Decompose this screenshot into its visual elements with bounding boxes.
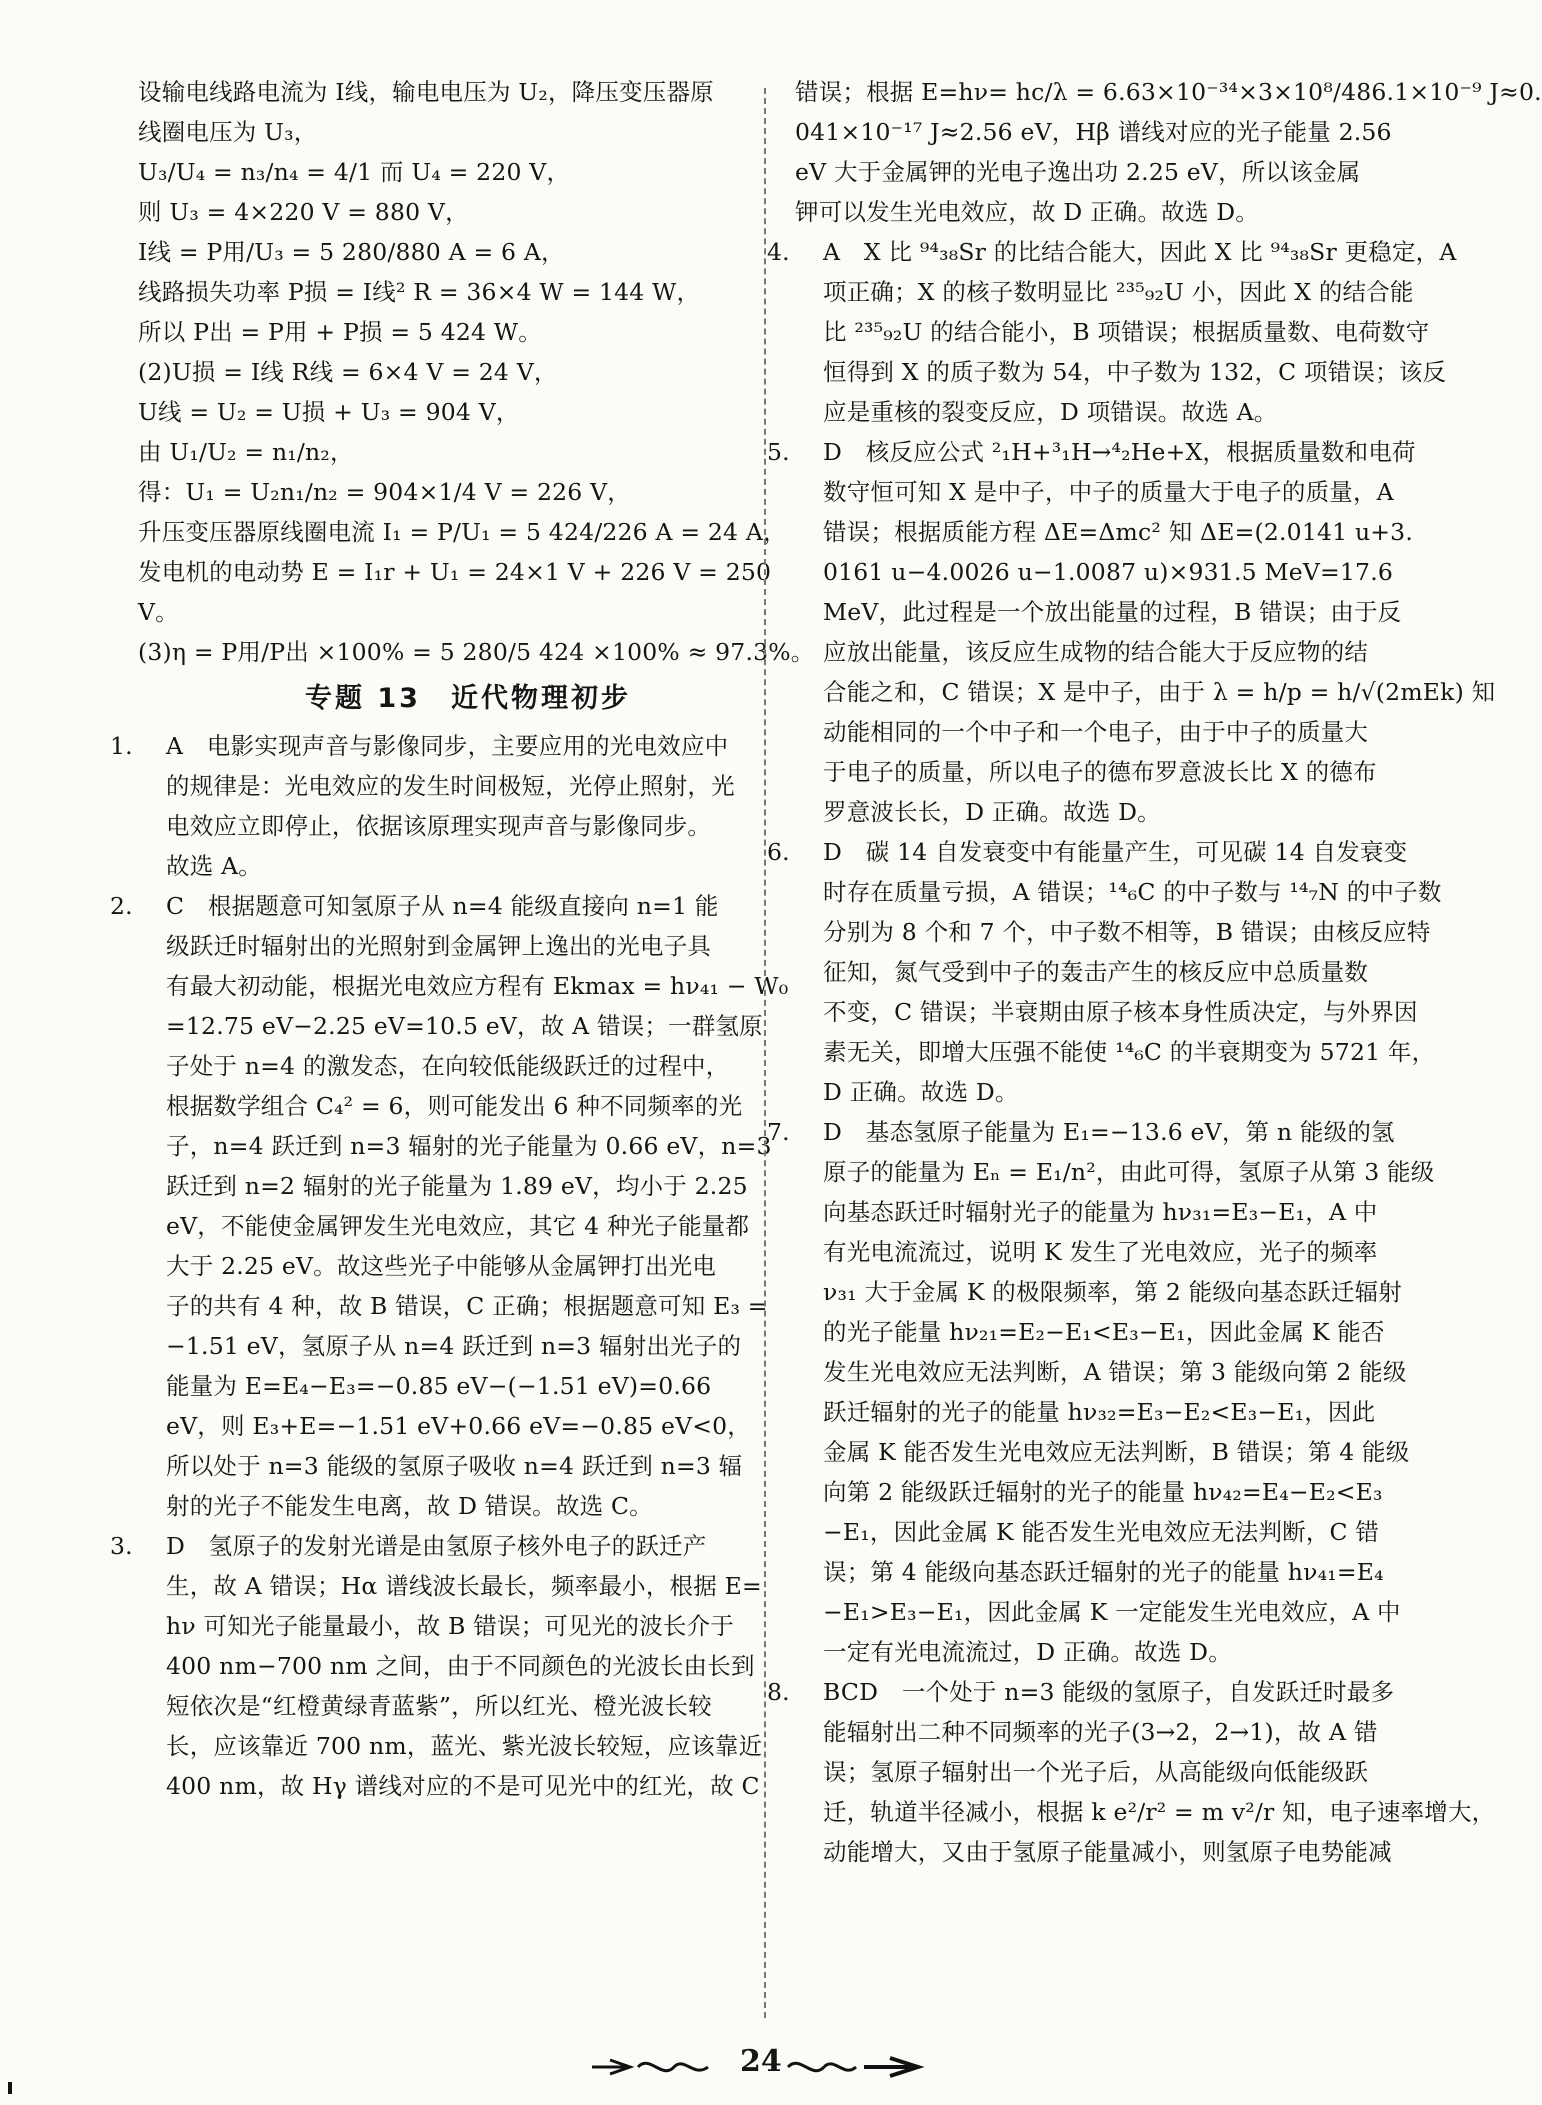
text-line: 有最大初动能，根据光电效应方程有 Ekmax = hν₄₁ − W₀ — [166, 972, 789, 1000]
text-line: hν 可知光子能量最小，故 B 错误；可见光的波长介于 — [166, 1612, 734, 1640]
text-line: 得：U₁ = U₂n₁/n₂ = 904×1/4 V = 226 V， — [138, 478, 631, 506]
text-line: 跃迁到 n=2 辐射的光子能量为 1.89 eV，均小于 2.25 — [166, 1172, 748, 1200]
text-line: 子，n=4 跃迁到 n=3 辐射的光子能量为 0.66 eV，n=3 — [166, 1132, 772, 1160]
text-line: D 正确。故选 D。 — [823, 1078, 1019, 1106]
text-line: 子处于 n=4 的激发态，在向较低能级跃迁的过程中， — [166, 1052, 730, 1080]
text-line: A 电影实现声音与影像同步，主要应用的光电效应中 — [166, 732, 729, 760]
text-line: D 氢原子的发射光谱是由氢原子核外电子的跃迁产 — [166, 1532, 707, 1560]
text-line: 线圈电压为 U₃， — [138, 118, 318, 146]
text-line: 于电子的质量，所以电子的德布罗意波长比 X 的德布 — [823, 758, 1377, 786]
text-line: 征知，氮气受到中子的轰击产生的核反应中总质量数 — [823, 958, 1369, 986]
item-number: 1. — [110, 732, 133, 760]
text-line: 线路损失功率 P损 = I线² R = 36×4 W = 144 W， — [138, 278, 701, 306]
column-divider — [764, 88, 766, 2018]
right-lines — [795, 72, 1542, 232]
text-line: 升压变压器原线圈电流 I₁ = P/U₁ = 5 424/226 A = 24 A， — [138, 518, 787, 546]
text-line: 项正确；X 的核子数明显比 ²³⁵₉₂U 小，因此 X 的结合能 — [823, 278, 1414, 306]
text-line: 误；第 4 能级向基态跃迁辐射的光子的能量 hν₄₁=E₄ — [823, 1558, 1384, 1586]
text-line: 错误；根据 E=hν= hc/λ = 6.63×10⁻³⁴×3×10⁸/486.1×10⁻⁹ J≈0. — [795, 78, 1542, 106]
text-line: V。 — [138, 598, 179, 626]
text-line: 长，应该靠近 700 nm，蓝光、紫光波长较短，应该靠近 — [166, 1732, 763, 1760]
item-number: 7. — [767, 1118, 790, 1146]
item-number: 5. — [767, 438, 790, 466]
answer-item — [110, 886, 789, 1526]
answer-item — [767, 232, 1457, 432]
text-line: 向基态跃迁时辐射光子的能量为 hν₃₁=E₃−E₁，A 中 — [823, 1198, 1378, 1226]
text-line: 动能相同的一个中子和一个电子，由于中子的质量大 — [823, 718, 1369, 746]
text-line: −E₁，因此金属 K 能否发生光电效应无法判断，C 错 — [823, 1518, 1380, 1546]
text-line: 向第 2 能级跃迁辐射的光子的能量 hν₄₂=E₄−E₂<E₃ — [823, 1478, 1383, 1506]
text-line: 能辐射出二种不同频率的光子(3→2，2→1)，故 A 错 — [823, 1718, 1378, 1746]
text-line: 合能之和，C 错误；X 是中子，由于 λ = h/p = h/√(2mEk) 知 — [823, 678, 1496, 706]
text-line: 由 U₁/U₂ = n₁/n₂， — [138, 438, 354, 466]
text-line: 钾可以发生光电效应，故 D 正确。故选 D。 — [795, 198, 1259, 226]
answer-item — [767, 832, 1442, 1112]
text-line: 有光电流流过，说明 K 发生了光电效应，光子的频率 — [823, 1238, 1378, 1266]
text-line: 子的共有 4 种，故 B 错误，C 正确；根据题意可知 E₃ = — [166, 1292, 768, 1320]
text-line: 发生光电效应无法判断，A 错误；第 3 能级向第 2 能级 — [823, 1358, 1407, 1386]
text-line: 生，故 A 错误；Hα 谱线波长最长，频率最小，根据 E= — [166, 1572, 762, 1600]
text-line: 能量为 E=E₄−E₃=−0.85 eV−(−1.51 eV)=0.66 — [166, 1372, 712, 1400]
text-line: BCD 一个处于 n=3 能级的氢原子，自发跃迁时最多 — [823, 1678, 1395, 1706]
item-number: 4. — [767, 238, 790, 266]
text-line: U线 = U₂ = U损 + U₃ = 904 V， — [138, 398, 520, 426]
text-line: 比 ²³⁵₉₂U 的结合能小，B 项错误；根据质量数、电荷数守 — [823, 318, 1430, 346]
left-lines — [138, 72, 815, 672]
left-items — [110, 726, 789, 1806]
text-line: 射的光子不能发生电离，故 D 错误。故选 C。 — [166, 1492, 653, 1520]
text-line: 原子的能量为 Eₙ = E₁/n²，由此可得，氢原子从第 3 能级 — [823, 1158, 1435, 1186]
text-line: 素无关，即增大压强不能使 ¹⁴₆C 的半衰期变为 5721 年， — [823, 1038, 1436, 1066]
section-title: 专题 13 近代物理初步 — [305, 683, 631, 714]
text-line: U₃/U₄ = n₃/n₄ = 4/1 而 U₄ = 220 V， — [138, 158, 571, 186]
text-line: 分别为 8 个和 7 个，中子数不相等，B 错误；由核反应特 — [823, 918, 1431, 946]
answer-item — [767, 432, 1496, 832]
text-line: 迁，轨道半径减小，根据 k e²/r² = m v²/r 知，电子速率增大， — [823, 1798, 1496, 1826]
text-line: eV，不能使金属钾发生光电效应，其它 4 种光子能量都 — [166, 1212, 750, 1240]
right-column — [767, 72, 1542, 1872]
text-line: 400 nm−700 nm 之间，由于不同颜色的光波长由长到 — [166, 1652, 755, 1680]
text-line: 跃迁辐射的光子的能量 hν₃₂=E₃−E₂<E₃−E₁，因此 — [823, 1398, 1376, 1426]
text-line: 时存在质量亏损，A 错误；¹⁴₆C 的中子数与 ¹⁴₇N 的中子数 — [823, 878, 1442, 906]
text-line: D 基态氢原子能量为 E₁=−13.6 eV，第 n 能级的氢 — [823, 1118, 1395, 1146]
item-number: 2. — [110, 892, 133, 920]
text-line: 应是重核的裂变反应，D 项错误。故选 A。 — [823, 398, 1278, 426]
text-line: (2)U损 = I线 R线 = 6×4 V = 24 V， — [138, 358, 558, 386]
text-line: ν₃₁ 大于金属 K 的极限频率，第 2 能级向基态跃迁辐射 — [823, 1278, 1402, 1306]
text-line: 恒得到 X 的质子数为 54，中子数为 132，C 项错误；该反 — [823, 358, 1447, 386]
text-line: 错误；根据质能方程 ΔE=Δmc² 知 ΔE=(2.0141 u+3. — [823, 518, 1413, 546]
text-line: 所以处于 n=3 能级的氢原子吸收 n=4 跃迁到 n=3 辐 — [166, 1452, 743, 1480]
text-line: 的规律是：光电效应的发生时间极短，光停止照射，光 — [166, 772, 735, 800]
page-footer — [590, 2044, 920, 2084]
text-line: 动能增大，又由于氢原子能量减小，则氢原子电势能减 — [823, 1838, 1392, 1866]
answer-item — [110, 1526, 763, 1806]
text-line: MeV，此过程是一个放出能量的过程，B 错误；由于反 — [823, 598, 1402, 626]
text-line: 发电机的电动势 E = I₁r + U₁ = 24×1 V + 226 V = 250 — [138, 558, 772, 586]
text-line: eV 大于金属钾的光电子逸出功 2.25 eV，所以该金属 — [795, 158, 1361, 186]
text-line: −E₁>E₃−E₁，因此金属 K 一定能发生光电效应，A 中 — [823, 1598, 1401, 1626]
item-number: 6. — [767, 838, 790, 866]
answer-item — [767, 1112, 1435, 1672]
answer-item — [110, 726, 738, 886]
text-line: 数守恒可知 X 是中子，中子的质量大于电子的质量，A — [823, 478, 1394, 506]
text-line: A X 比 ⁹⁴₃₈Sr 的比结合能大，因此 X 比 ⁹⁴₃₈Sr 更稳定，A — [823, 238, 1457, 266]
text-line: I线 = P用/U₃ = 5 280/880 A = 6 A， — [138, 238, 565, 266]
text-line: 故选 A。 — [166, 852, 262, 880]
text-line: 的光子能量 hν₂₁=E₂−E₁<E₃−E₁，因此金属 K 能否 — [823, 1318, 1385, 1346]
text-line: 设输电线路电流为 I线，输电电压为 U₂，降压变压器原 — [138, 78, 714, 106]
text-line: 则 U₃ = 4×220 V = 880 V， — [138, 198, 469, 226]
text-line: 短依次是“红橙黄绿青蓝紫”，所以红光、橙光波长较 — [166, 1692, 712, 1720]
text-line: −1.51 eV，氢原子从 n=4 跃迁到 n=3 辐射出光子的 — [166, 1332, 742, 1360]
text-line: 0161 u−4.0026 u−1.0087 u)×931.5 MeV=17.6 — [823, 558, 1394, 586]
text-line: eV，则 E₃+E=−1.51 eV+0.66 eV=−0.85 eV<0， — [166, 1412, 751, 1440]
item-number: 3. — [110, 1532, 133, 1560]
text-line: 400 nm，故 Hγ 谱线对应的不是可见光中的红光，故 C — [166, 1772, 760, 1800]
text-line: 一定有光电流流过，D 正确。故选 D。 — [823, 1638, 1232, 1666]
text-line: 应放出能量，该反应生成物的结合能大于反应物的结 — [823, 638, 1369, 666]
text-line: D 碳 14 自发衰变中有能量产生，可见碳 14 自发衰变 — [823, 838, 1408, 866]
text-line: =12.75 eV−2.25 eV=10.5 eV，故 A 错误；一群氢原 — [166, 1012, 763, 1040]
answer-item — [767, 1672, 1496, 1872]
text-line: 金属 K 能否发生光电效应无法判断，B 错误；第 4 能级 — [823, 1438, 1410, 1466]
text-line: D 核反应公式 ²₁H+³₁H→⁴₂He+X，根据质量数和电荷 — [823, 438, 1416, 466]
text-line: 所以 P出 = P用 + P损 = 5 424 W。 — [138, 318, 542, 346]
text-line: (3)η = P用/P出 ×100% = 5 280/5 424 ×100% ≈ 97.3%。 — [138, 638, 815, 666]
text-line: 不变，C 错误；半衰期由原子核本身性质决定，与外界因 — [823, 998, 1418, 1026]
text-line: 罗意波长长，D 正确。故选 D。 — [823, 798, 1161, 826]
text-line: 电效应立即停止，依据该原理实现声音与影像同步。 — [166, 812, 712, 840]
edge-mark — [8, 2082, 12, 2094]
text-line: C 根据题意可知氢原子从 n=4 能级直接向 n=1 能 — [166, 892, 719, 920]
right-items — [767, 232, 1496, 1872]
text-line: 级跃迁时辐射出的光照射到金属钾上逸出的光电子具 — [166, 932, 712, 960]
text-line: 误；氢原子辐射出一个光子后，从高能级向低能级跃 — [823, 1758, 1369, 1786]
page-number: 24 — [740, 2044, 782, 2079]
text-line: 根据数学组合 C₄² = 6，则可能发出 6 种不同频率的光 — [166, 1092, 743, 1120]
left-column — [110, 72, 815, 1806]
text-line: 041×10⁻¹⁷ J≈2.56 eV，Hβ 谱线对应的光子能量 2.56 — [795, 118, 1392, 146]
text-line: 大于 2.25 eV。故这些光子中能够从金属钾打出光电 — [166, 1252, 717, 1280]
item-number: 8. — [767, 1678, 790, 1706]
